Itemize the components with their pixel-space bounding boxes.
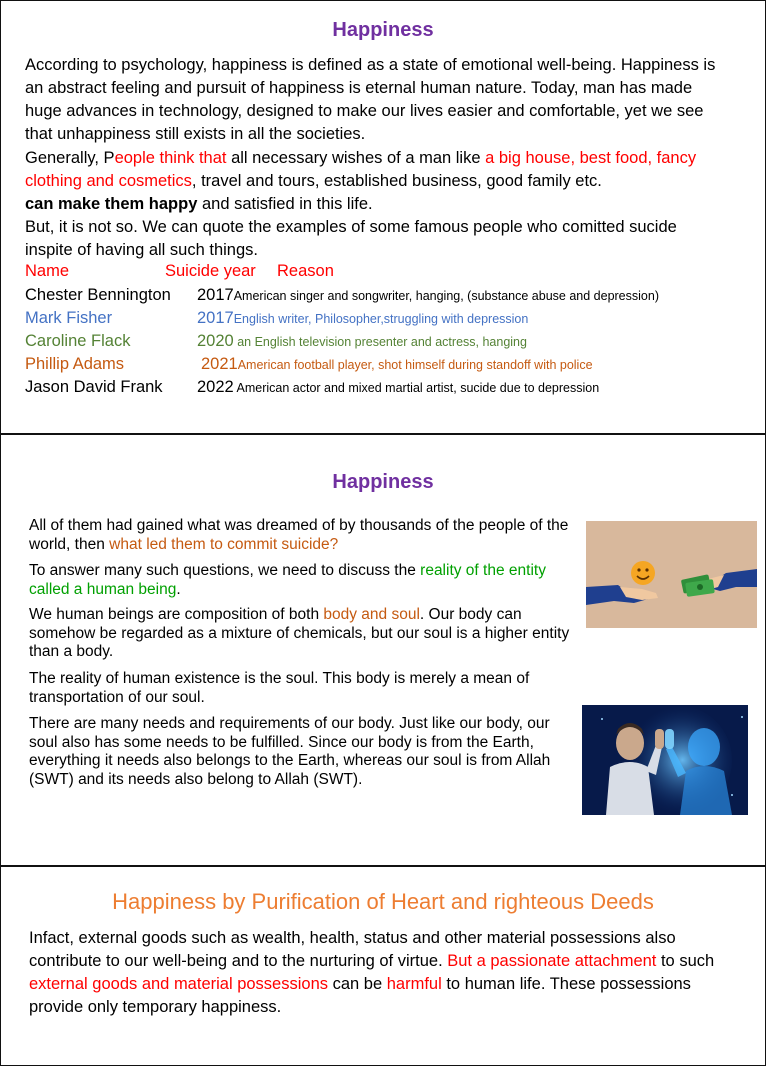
highlight-text: eople think that xyxy=(114,149,227,167)
examples-paragraph: But, it is not so. We can quote the examples of some famous people who comitted sucide inspite of having all such things. xyxy=(25,218,677,259)
slide-1-title: Happiness xyxy=(332,19,434,41)
row-name: Caroline Flack xyxy=(25,332,131,350)
slide-3-title: Happiness by Purification of Heart and righteous Deeds xyxy=(112,889,654,914)
text-span: We human beings are composition of both xyxy=(29,606,324,623)
row-reason: American singer and songwriter, hanging, (substance abuse and depression) xyxy=(233,289,659,303)
intro-paragraph: According to psychology, happiness is defined as a state of emotional well-being. Happiness is an abstract feeling and pursuit of happiness is eternal human nature. Today, man has made huge advances in technology, designed to make our lives easier and comfortable, yet we see that unhappiness still exists in all the societies. xyxy=(25,56,716,143)
text-span: . xyxy=(176,580,181,598)
header-reason: Reason xyxy=(277,262,334,280)
text-span: Infact, external goods such as wealth, health, status and other material possessions also contribute to our well-being and to the nurturing of virtue. xyxy=(29,929,676,970)
row-reason: American actor and mixed martial artist, sucide due to depression xyxy=(233,381,600,395)
bold-text: can make them happy xyxy=(25,195,198,213)
text-span: can be xyxy=(328,975,387,993)
highlight-text: reality of the entity called a human being xyxy=(29,562,546,598)
row-year-reason xyxy=(201,355,593,374)
row-name: Mark Fisher xyxy=(25,309,113,327)
highlight-text: body and soul xyxy=(323,606,420,623)
paragraph-1 xyxy=(29,517,574,554)
paragraph-5: There are many needs and requirements of our body. Just like our body, our soul also has some needs to be fulfilled. Since our body is from the Earth, everything it needs also belongs to the Earth, whereas our soul is from Allah (SWT) and its needs also belong to Allah (SWT). xyxy=(29,715,551,788)
row-year: 2022 xyxy=(197,378,234,396)
text-span: and satisfied in this life. xyxy=(197,195,373,213)
text-span: Generally, P xyxy=(25,149,115,167)
row-reason: an English television presenter and actress, hanging xyxy=(233,335,527,349)
highlight-text: what led them to commit suicide? xyxy=(109,535,339,553)
paragraph-2 xyxy=(29,562,574,599)
row-year-reason xyxy=(197,309,528,328)
highlight-text: external goods and material possessions xyxy=(29,975,329,993)
text-span: To answer many such questions, we need to discuss the xyxy=(29,562,421,579)
text-span: , travel and tours, established business, good family etc. xyxy=(191,172,602,190)
slide-2-title: Happiness xyxy=(332,471,434,493)
slide-3 xyxy=(0,866,766,1066)
human-ai-illustration xyxy=(582,705,748,815)
highlight-text: a big house, best food, fancy clothing and cosmetics xyxy=(25,149,697,190)
row-reason: English writer, Philosopher,struggling with depression xyxy=(233,312,529,326)
row-name: Chester Bennington xyxy=(25,286,171,304)
header-name: Name xyxy=(25,262,70,280)
row-year-reason xyxy=(197,286,659,305)
wishes-paragraph xyxy=(25,147,725,216)
text-span: to human life. These possessions provide only temporary happiness. xyxy=(29,975,691,1016)
external-goods-paragraph xyxy=(29,927,741,1019)
highlight-text: harmful xyxy=(386,975,442,993)
row-reason: American football player, shot himself during standoff with police xyxy=(237,358,593,372)
slide-1 xyxy=(0,0,766,434)
paragraph-4: The reality of human existence is the soul. This body is merely a mean of transportation of our soul. xyxy=(29,670,530,706)
row-year: 2021 xyxy=(201,355,238,373)
header-year: Suicide year xyxy=(165,262,256,280)
row-year-reason xyxy=(197,378,599,397)
row-year: 2017 xyxy=(197,309,234,327)
slide-2 xyxy=(0,434,766,866)
smiley-money-image xyxy=(586,521,757,628)
highlight-text: But a passionate attachment xyxy=(447,952,657,970)
row-year: 2020 xyxy=(197,332,234,350)
text-span: All of them had gained what was dreamed of by thousands of the people of the world, then xyxy=(29,517,569,553)
row-year-reason xyxy=(197,332,527,351)
paragraph-3 xyxy=(29,606,574,662)
text-span: to such xyxy=(656,952,715,970)
text-span: all necessary wishes of a man like xyxy=(226,149,486,167)
human-ai-image xyxy=(582,705,748,815)
row-year: 2017 xyxy=(197,286,234,304)
row-name: Jason David Frank xyxy=(25,378,163,396)
smiley-money-illustration xyxy=(586,521,757,628)
table-header xyxy=(25,262,725,285)
text-span: . Our body can somehow be regarded as a mixture of chemicals, but our soul is a higher entity than a body. xyxy=(29,606,570,660)
row-name: Phillip Adams xyxy=(25,355,125,373)
